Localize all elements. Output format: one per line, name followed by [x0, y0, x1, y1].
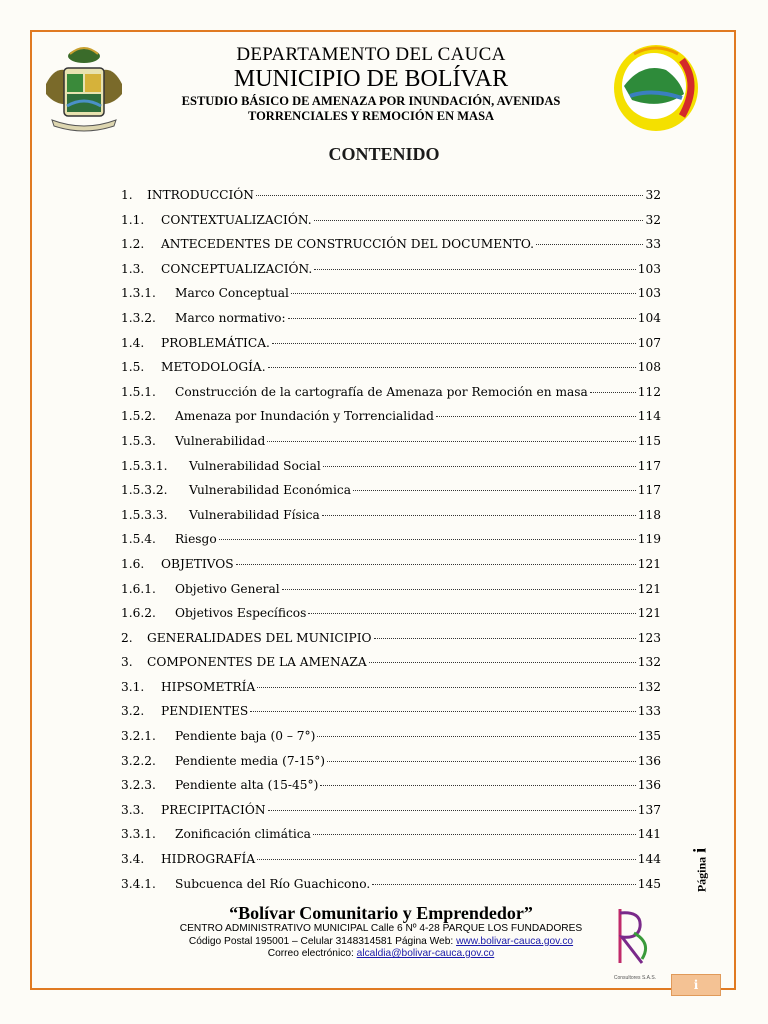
toc-entry-label: Construcción de la cartografía de Amenaza por Remoción en masa	[175, 384, 588, 399]
toc-entry-page: 135	[637, 729, 661, 744]
toc-dot-leader	[313, 834, 636, 835]
municipality-seal-logo	[612, 40, 700, 132]
toc-entry-number: 3.3.	[121, 802, 145, 817]
page-number-box: i	[671, 974, 721, 996]
toc-entry-number: 1.3.	[121, 261, 145, 276]
toc-entry-label: PRECIPITACIÓN	[161, 802, 266, 817]
toc-entry-number: 1.6.1.	[121, 581, 156, 596]
toc-entry-number: 1.2.	[121, 237, 145, 252]
toc-entry-label: HIPSOMETRÍA	[161, 679, 256, 694]
toc-entry[interactable]	[121, 552, 661, 577]
toc-entry-page: 121	[637, 606, 661, 621]
toc-dot-leader	[320, 785, 635, 786]
toc-entry-number: 3.1.	[121, 679, 145, 694]
toc-entry[interactable]	[121, 232, 661, 257]
toc-entry-number: 1.6.2.	[121, 606, 156, 621]
toc-dot-leader	[436, 416, 636, 417]
toc-entry-label: Objetivos Específicos	[175, 606, 307, 621]
toc-dot-leader	[250, 711, 635, 712]
toc-entry-number: 2.	[121, 630, 133, 645]
footer-email-label: Correo electrónico:	[267, 948, 357, 959]
toc-dot-leader	[268, 810, 636, 811]
toc-entry-page: 145	[637, 876, 661, 891]
footer-contact-line	[150, 936, 612, 949]
toc-entry[interactable]	[121, 847, 661, 872]
toc-dot-leader	[267, 441, 635, 442]
toc-entry[interactable]	[121, 281, 661, 306]
toc-entry[interactable]	[121, 650, 661, 675]
toc-entry[interactable]	[121, 773, 661, 798]
toc-dot-leader	[590, 392, 636, 393]
footer-postal-text: Código Postal 195001 – Celular 3148314581 Página Web:	[188, 935, 457, 947]
toc-entry-number: 3.2.3.	[121, 778, 156, 793]
toc-entry[interactable]	[121, 355, 661, 380]
toc-entry-page: 104	[637, 310, 661, 325]
study-title-line-2: TORRENCIALES Y REMOCIÓN EN MASA	[247, 108, 495, 123]
toc-entry-label: Subcuenca del Río Guachicono.	[175, 876, 371, 891]
toc-entry-page: 144	[637, 852, 661, 867]
footer-email-line	[150, 948, 612, 961]
toc-entry-number: 1.5.4.	[121, 532, 156, 547]
footer	[150, 903, 612, 961]
toc-entry-page: 112	[637, 384, 661, 399]
toc-entry-page: 103	[637, 261, 661, 276]
toc-dot-leader	[282, 589, 636, 590]
toc-entry-page: 117	[637, 458, 661, 473]
toc-entry-page: 136	[637, 753, 661, 768]
toc-entry-page: 103	[637, 286, 661, 301]
toc-entry-label: Vulnerabilidad Económica	[189, 483, 351, 498]
toc-entry-number: 1.3.2.	[121, 310, 156, 325]
toc-entry-page: 115	[637, 433, 661, 448]
toc-dot-leader	[322, 515, 636, 516]
toc-entry-label: CONCEPTUALIZACIÓN.	[161, 261, 313, 276]
email-link[interactable]: alcaldia@bolivar-cauca.gov.co	[356, 948, 495, 959]
toc-entry-number: 3.2.1.	[121, 729, 156, 744]
toc-entry-number: 1.	[121, 188, 133, 202]
toc-entry[interactable]	[121, 577, 661, 602]
toc-entry-label: Pendiente baja (0 – 7°)	[175, 729, 316, 744]
municipality-name: MUNICIPIO DE BOLÍVAR	[233, 66, 509, 92]
toc-entry-label: Zonificación climática	[175, 827, 311, 842]
toc-dot-leader	[369, 662, 636, 663]
toc-dot-leader	[374, 638, 636, 639]
toc-entry-number: 1.5.1.	[121, 384, 156, 399]
toc-entry-number: 1.6.	[121, 556, 145, 571]
toc-entry-label: PENDIENTES	[161, 704, 249, 719]
toc-entry[interactable]	[121, 749, 661, 774]
document-header	[140, 44, 602, 123]
toc-entry[interactable]	[121, 404, 661, 429]
toc-dot-leader	[256, 195, 644, 196]
toc-entry[interactable]	[121, 601, 661, 626]
toc-entry-label: Amenaza por Inundación y Torrencialidad	[175, 409, 434, 424]
toc-entry-label: METODOLOGÍA.	[161, 360, 266, 375]
toc-entry[interactable]	[121, 306, 661, 331]
toc-entry[interactable]	[121, 626, 661, 651]
toc-entry-page: 117	[637, 483, 661, 498]
toc-dot-leader	[272, 343, 636, 344]
toc-entry[interactable]	[121, 724, 661, 749]
toc-entry[interactable]	[121, 872, 661, 897]
toc-dot-leader	[308, 613, 635, 614]
toc-dot-leader	[372, 884, 636, 885]
toc-entry-page: 119	[637, 532, 661, 547]
toc-entry[interactable]	[121, 183, 661, 208]
toc-entry-label: HIDROGRAFÍA	[161, 852, 256, 867]
side-page-label: Página	[694, 856, 709, 893]
toc-entry[interactable]	[121, 527, 661, 552]
toc-entry-page: 108	[637, 360, 661, 375]
toc-entry-label: INTRODUCCIÓN	[147, 188, 254, 202]
toc-entry-number: 3.	[121, 655, 133, 670]
toc-entry[interactable]	[121, 478, 661, 503]
toc-entry-number: 3.4.	[121, 852, 145, 867]
toc-entry-page: 133	[637, 704, 661, 719]
toc-entry[interactable]	[121, 429, 661, 454]
coat-of-arms-logo	[40, 44, 128, 134]
toc-entry[interactable]	[121, 331, 661, 356]
toc-dot-leader	[323, 466, 636, 467]
toc-dot-leader	[291, 293, 636, 294]
toc-entry[interactable]	[121, 380, 661, 405]
department-name: DEPARTAMENTO DEL CAUCA	[236, 44, 506, 65]
toc-entry-page: 136	[637, 778, 661, 793]
toc-entry-page: 132	[637, 655, 661, 670]
toc-entry-label: Pendiente media (7-15°)	[175, 753, 326, 768]
toc-entry-label: Marco Conceptual	[175, 286, 289, 301]
toc-entry-label: COMPONENTES DE LA AMENAZA	[147, 655, 367, 670]
toc-dot-leader	[219, 539, 636, 540]
toc-entry-page: 132	[637, 679, 661, 694]
toc-entry-number: 1.1.	[121, 212, 145, 227]
toc-entry-label: OBJETIVOS	[161, 556, 234, 571]
toc-entry[interactable]	[121, 675, 661, 700]
toc-entry[interactable]	[121, 699, 661, 724]
table-of-contents	[121, 183, 661, 896]
toc-entry-label: Riesgo	[175, 532, 217, 547]
toc-entry-number: 3.3.1.	[121, 827, 156, 842]
footer-address: CENTRO ADMINISTRATIVO MUNICIPAL Calle 6 Nº 4-28 PARQUE LOS FUNDADORES	[179, 923, 583, 934]
toc-entry-label: ANTECEDENTES DE CONSTRUCCIÓN DEL DOCUMENTO.	[161, 237, 535, 252]
toc-entry-page: 32	[645, 188, 661, 202]
toc-dot-leader	[288, 318, 636, 319]
toc-dot-leader	[257, 859, 636, 860]
toc-entry[interactable]	[121, 822, 661, 847]
toc-dot-leader	[314, 220, 644, 221]
toc-entry-label: PROBLEMÁTICA.	[161, 335, 270, 350]
side-page-number	[690, 848, 711, 892]
toc-entry-label: Objetivo General	[175, 581, 280, 596]
toc-entry-page: 107	[637, 335, 661, 350]
toc-entry-page: 121	[637, 581, 661, 596]
toc-dot-leader	[268, 367, 636, 368]
contents-title: CONTENIDO	[328, 144, 440, 164]
toc-dot-leader	[536, 244, 643, 245]
toc-entry-number: 1.5.	[121, 360, 145, 375]
toc-entry-number: 3.2.2.	[121, 753, 156, 768]
toc-entry-number: 3.2.	[121, 704, 145, 719]
side-page-value: i	[689, 847, 710, 853]
toc-entry-label: GENERALIDADES DEL MUNICIPIO	[147, 630, 372, 645]
toc-entry-page: 137	[637, 802, 661, 817]
toc-entry-label: CONTEXTUALIZACIÓN.	[161, 212, 312, 227]
toc-entry-page: 118	[637, 507, 661, 522]
toc-dot-leader	[353, 490, 636, 491]
toc-dot-leader	[257, 687, 635, 688]
toc-entry-number: 1.4.	[121, 335, 145, 350]
toc-entry-page: 141	[637, 827, 661, 842]
toc-entry-label: Pendiente alta (15-45°)	[175, 778, 319, 793]
toc-entry[interactable]	[121, 798, 661, 823]
consultant-logo	[612, 903, 658, 983]
toc-entry-label: Vulnerabilidad Social	[189, 458, 321, 473]
toc-dot-leader	[317, 736, 635, 737]
toc-entry[interactable]	[121, 208, 661, 233]
toc-dot-leader	[327, 761, 636, 762]
toc-entry-number: 1.5.3.3.	[121, 507, 168, 522]
toc-entry-page: 32	[645, 212, 661, 227]
study-title-line-1: ESTUDIO BÁSICO DE AMENAZA POR INUNDACIÓN, AVENIDAS	[181, 94, 561, 108]
toc-entry-number: 3.4.1.	[121, 876, 156, 891]
toc-entry-number: 1.3.1.	[121, 286, 156, 301]
toc-entry-number: 1.5.3.1.	[121, 458, 168, 473]
toc-dot-leader	[236, 564, 636, 565]
toc-entry-label: Vulnerabilidad	[175, 433, 266, 448]
toc-dot-leader	[314, 269, 635, 270]
toc-entry-number: 1.5.3.2.	[121, 483, 168, 498]
toc-entry-number: 1.5.3.	[121, 433, 156, 448]
toc-entry-page: 114	[637, 409, 661, 424]
toc-entry-number: 1.5.2.	[121, 409, 156, 424]
toc-entry[interactable]	[121, 257, 661, 282]
toc-entry[interactable]	[121, 454, 661, 479]
website-link[interactable]: www.bolivar-cauca.gov.co	[456, 935, 574, 947]
toc-entry-label: Vulnerabilidad Física	[189, 507, 320, 522]
toc-entry-page: 33	[645, 237, 661, 252]
footer-slogan: “Bolívar Comunitario y Emprendedor”	[229, 903, 533, 923]
toc-entry-label: Marco normativo:	[175, 310, 286, 325]
toc-entry[interactable]	[121, 503, 661, 528]
toc-entry-page: 123	[637, 630, 661, 645]
toc-entry-page: 121	[637, 556, 661, 571]
consultant-caption: Consultores S.A.S.	[613, 975, 657, 981]
